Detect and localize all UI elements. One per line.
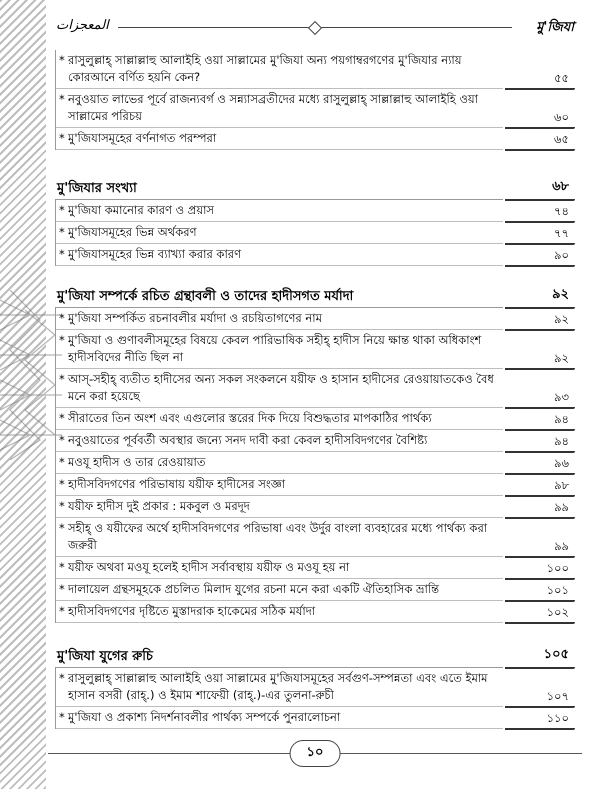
toc-page-number: ৯৩: [513, 389, 575, 406]
toc-entry[interactable]: * দালায়েল গ্রন্থসমূহকে প্রচলিত মিলাদ যুগের রচনা মনে করা একটি ঐতিহাসিক ভ্রান্তি ১০১: [55, 579, 575, 601]
section-page-number: ৯২: [513, 284, 575, 306]
toc-entry[interactable]: * নবুওয়াতের পূর্ববর্তী অবস্থার জন্যে সনদ দাবী করা কেবল হাদীসবিদগণের বৈশিষ্ট্য ৯৪: [55, 430, 575, 452]
toc-page-number: ১০২: [513, 604, 575, 621]
toc-page-number: ৯৯: [513, 538, 575, 555]
toc-entry[interactable]: * মু'জিযাসমূহের বর্ণনাগত পরম্পরা ৬৫: [55, 128, 575, 150]
running-header: [48, 16, 582, 38]
toc-entry[interactable]: * হাদীসবিদগণের দৃষ্টিতে মুস্তাদরাক হাকেমের সঠিক মর্যাদা ১০২: [55, 601, 575, 623]
toc-page-number: ৯৬: [513, 455, 575, 472]
toc-page-number: ৯৪: [513, 433, 575, 450]
toc-page-number: ১০০: [513, 560, 575, 577]
toc-page-number: ৫৫: [513, 70, 575, 87]
toc-page-number: ৯৪: [513, 411, 575, 428]
toc-entry[interactable]: * মু'জিযা ও গুণাবলীসমূহের বিষয়ে কেবল পারিভাষিক সহীহ্ হাদীস নিয়ে ক্ষান্ত থাকা অধিকাংশ হাদীসবিদের নীতি ছিল না ৯২: [55, 330, 575, 369]
toc-entry[interactable]: * আস্-সহীহ্ ব্যতীত হাদীসের অন্য সকল সংকলনে যয়ীফ ও হাসান হাদীসের রেওয়ায়াতকেও বৈধ মনে করা হয়েছে ৯৩: [55, 369, 575, 408]
toc-entry[interactable]: * হাদীসবিদগণের পরিভাষায় যয়ীফ হাদীসের সংজ্ঞা ৯৮: [55, 474, 575, 496]
toc-page-number: ৯৮: [513, 477, 575, 494]
geometric-ornament: [0, 290, 62, 460]
toc-entry[interactable]: * মু'জিযা ও প্রকাশ্য নিদর্শনাবলীর পার্থক্য সম্পর্কে পুনরালোচনা ১১০: [55, 707, 575, 729]
section-heading[interactable]: মু'জিযা যুগের রুচি ১০৫: [55, 646, 575, 668]
toc-page-number: ১১০: [513, 710, 575, 727]
toc-section: [55, 646, 575, 729]
toc-entry[interactable]: * যয়ীফ অথবা মওযূ হলেই হাদীস সর্বাবস্থায় যয়ীফ ও মওযূ হয় না ১০০: [55, 557, 575, 579]
toc-page-number: ৭৭: [513, 225, 575, 242]
header-arabic-title: المعجزات: [56, 18, 109, 33]
toc-section: [55, 178, 575, 266]
toc-entry[interactable]: * মু'জিযা সম্পর্কিত রচনাবলীর মর্যাদা ও রচয়িতাগণের নাম ৯২: [55, 308, 575, 330]
page-footer: [48, 740, 582, 770]
toc-entry[interactable]: * রাসুলুল্লাহ্ সাল্লাল্লাহু আলাইহি ওয়া সাল্লামের মু'জিযাসমূহের সর্বগুণ-সম্পন্নতা এবং এতে ইমাম হাসান বসরী (রাহ্.) ও ইমাম শাফেয়ী (রাহ্.)-এর তুলনা-রুচী ১০৭: [55, 668, 575, 707]
section-heading[interactable]: মু'জিযা সম্পর্কে রচিত গ্রন্থাবলী ও তাদের হাদীসগত মর্যাদা ৯২: [55, 286, 575, 308]
header-ornament-line: [118, 27, 512, 28]
toc-entry[interactable]: * সীরাতের তিন অংশ এবং এগুলোর স্তরের দিক দিয়ে বিশুদ্ধতার মাপকাঠির পার্থক্য ৯৪: [55, 408, 575, 430]
toc-page-number: ৬০: [513, 109, 575, 126]
toc-entry[interactable]: * মু'জিযা কমানোর কারণ ও প্রয়াস ৭৪: [55, 200, 575, 222]
toc-page-number: ৯০: [513, 247, 575, 264]
toc-page-number: ১০৭: [513, 688, 575, 705]
toc-entry[interactable]: * যয়ীফ হাদীস দুই প্রকার : মকবুল ও মরদূদ ৯৯: [55, 496, 575, 518]
toc-page-number: ৯২: [513, 311, 575, 328]
toc-entry[interactable]: * মু'জিযাসমূহের ভিন্ন ব্যাখ্যা করার কারণ ৯০: [55, 244, 575, 266]
toc-section: [55, 50, 575, 150]
toc-page-number: ৭৪: [513, 203, 575, 220]
toc-section: [55, 286, 575, 623]
section-page-number: ১০৫: [513, 644, 575, 666]
toc-entry[interactable]: * মু'জিযাসমূহের ভিন্ন অর্থকরণ ৭৭: [55, 222, 575, 244]
toc-entry[interactable]: * নবুওয়াত লাভের পূর্বে রাজন্যবর্গ ও সন্ন্যাসব্রতীদের মধ্যে রাসুলুল্লাহ্ সাল্লাল্লাহু আলাইহি ওয়া সাল্লামের পরিচয় ৬০: [55, 89, 575, 128]
toc-entry[interactable]: * সহীহ্ ও যয়ীফের অর্থে হাদীসবিদগণের পরিভাষা এবং উর্দুর বাংলা ব্যবহারের মধ্যে পার্থক্য করা জরুরী ৯৯: [55, 518, 575, 557]
page-number: ১০: [290, 740, 341, 767]
toc-page-number: ৬৫: [513, 131, 575, 148]
toc-page-number: ৯২: [513, 350, 575, 367]
toc-page-number: ৯৯: [513, 499, 575, 516]
toc-entry[interactable]: * রাসুলুল্লাহ্ সাল্লাল্লাহু আলাইহি ওয়া সাল্লামের মু'জিযা অন্য পয়গাম্বরগণের মু'জিযার ন্যায় কোরআনে বর্ণিত হয়নি কেন? ৫৫: [55, 50, 575, 89]
toc-entry[interactable]: * মওযূ হাদীস ও তার রেওয়ায়াত ৯৬: [55, 452, 575, 474]
section-heading[interactable]: মু'জিযার সংখ্যা ৬৮: [55, 178, 575, 200]
toc-page-number: ১০১: [513, 582, 575, 599]
section-page-number: ৬৮: [513, 176, 575, 198]
header-bengali-title: মু'জিযা: [536, 20, 574, 35]
